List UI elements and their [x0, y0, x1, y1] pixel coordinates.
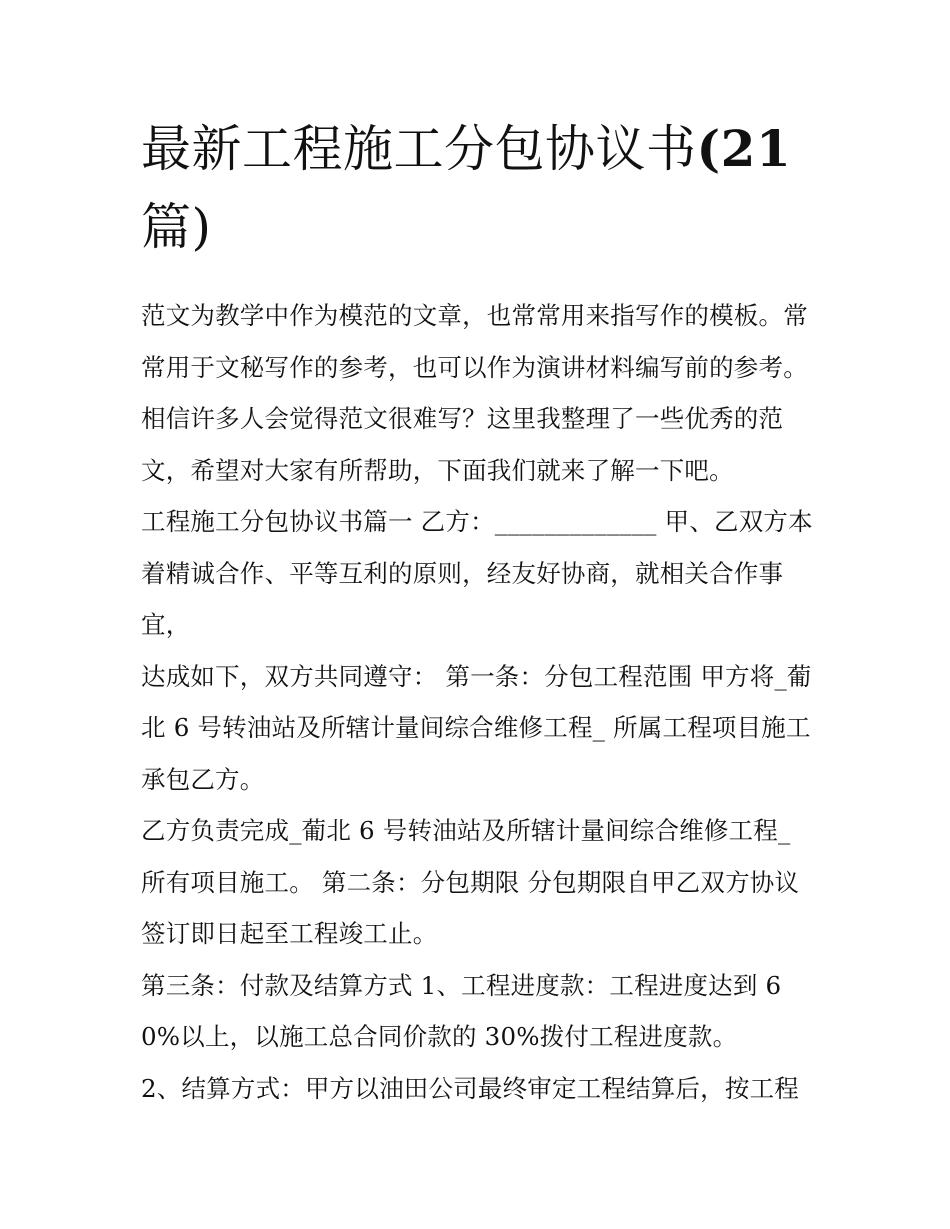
paragraph-article-three: 第三条：付款及结算方式 1、工程进度款：工程进度达到 60%以上，以施工总合同价款的 30%拨付工程进度款。 — [141, 970, 782, 1051]
title-main: 最新工程施工分包协议书 — [141, 120, 697, 178]
paragraph-article-one: 达成如下，双方共同遵守： 第一条：分包工程范围 甲方将_葡北 6 号转油站及所辖计量间综合维修工程_ 所属工程项目施工承包乙方。 — [141, 661, 812, 794]
paragraph-settlement: 2、结算方式：甲方以油田公司最终审定工程结算后，按工程 — [141, 1073, 799, 1103]
title-count: (21 — [696, 119, 792, 178]
paragraph-article-two: 乙方负责完成_葡北 6 号转油站及所辖计量间综合维修工程_所有项目施工。 第二条：分包期限 分包期限自甲乙双方协议签订即日起至工程竣工止。 — [141, 816, 800, 948]
paragraph-party-intro: 工程施工分包协议书篇一 乙方：_____________ 甲、乙双方本着精诚合作、平等互利的原则，经友好协商，就相关合作事宜， — [141, 507, 813, 639]
intro-paragraph: 范文为教学中作为模范的文章，也常常用来指写作的模板。常常用于文秘写作的参考，也可以作为演讲材料编写前的参考。相信许多人会觉得范文很难写？这里我整理了一些优秀的范文，希望对大家有所帮助，下面我们就来了解一下吧。 — [141, 301, 808, 485]
document-title — [141, 110, 813, 266]
document-body — [141, 110, 813, 1114]
title-second-line: 篇) — [141, 198, 212, 256]
